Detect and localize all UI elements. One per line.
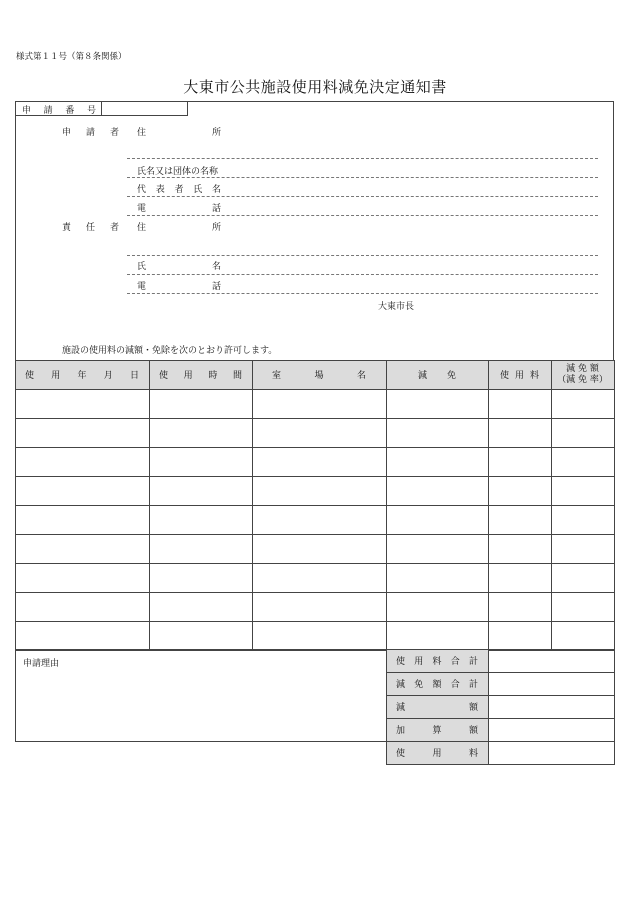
summary-column-rule [614,649,615,765]
summary-label-char: 額 [432,680,442,690]
table-column-rule [15,360,16,651]
applicant-phone-line [127,215,598,216]
table-cell[interactable] [151,478,251,504]
table-column-rule [551,360,552,651]
table-cell[interactable] [490,594,550,620]
table-cell[interactable] [490,565,550,591]
table-header-line: 減 免 額 [566,363,599,374]
table-cell[interactable] [151,594,251,620]
table-cell[interactable] [490,391,550,417]
summary-label-char: 合 [450,657,460,667]
responsible-section-label: 責 任 者 [62,223,119,233]
table-header-line: （減 免 率） [557,374,608,385]
table-header-char: 免 [446,371,456,381]
applicant-rep-name-line [127,196,598,197]
table-header-char: 間 [232,371,242,381]
table-cell[interactable] [254,623,385,649]
table-cell[interactable] [553,478,613,504]
table-row-rule [15,389,615,390]
table-cell[interactable] [388,420,487,446]
table-cell[interactable] [388,478,487,504]
application-number-field[interactable] [102,102,187,115]
table-cell[interactable] [17,391,148,417]
table-header-cell [488,360,551,389]
summary-row-rule [386,741,615,742]
responsible-address-line [127,255,598,256]
table-row-rule [15,563,615,564]
table-header-char: 使 [25,371,35,381]
table-cell[interactable] [254,478,385,504]
summary-label-char: 額 [468,703,478,713]
summary-row-rule [386,695,615,696]
table-cell[interactable] [553,623,613,649]
summary-label [396,741,478,764]
table-cell[interactable] [151,536,251,562]
table-cell[interactable] [254,420,385,446]
table-header-char: 使 [159,371,169,381]
responsible-name-field[interactable] [228,257,598,273]
table-cell[interactable] [151,391,251,417]
table-header-char: 年 [77,371,87,381]
summary-value-field[interactable] [490,651,613,671]
table-column-rule [614,360,615,651]
summary-label [396,718,478,741]
summary-value-field[interactable] [490,720,613,740]
table-cell[interactable] [17,478,148,504]
applicant-address-label: 住 所 [137,128,221,138]
reason-label: 申請理由 [23,659,60,669]
table-row-rule [15,360,615,361]
table-header-char: 場 [314,371,324,381]
summary-label [396,695,478,718]
responsible-phone-line [127,293,598,294]
table-cell[interactable] [388,565,487,591]
summary-value-field[interactable] [490,674,613,694]
table-cell[interactable] [553,420,613,446]
table-cell[interactable] [388,507,487,533]
table-header-cell [15,360,149,389]
table-cell[interactable] [151,507,251,533]
responsible-phone-label: 電 話 [137,282,221,292]
summary-column-rule [386,649,387,765]
table-row-rule [15,505,615,506]
table-cell[interactable] [490,507,550,533]
application-number-label: 申 請 番 号 [22,106,96,116]
table-row-rule [15,476,615,477]
responsible-address-label: 住 所 [137,223,221,233]
summary-row-rule [386,718,615,719]
table-header-char: 用 [183,371,193,381]
applicant-section-label: 申 請 者 [62,128,119,138]
table-column-rule [488,360,489,651]
table-header-char: 用 [51,371,61,381]
applicant-org-name-label: 氏名又は団体の名称 [137,167,219,177]
responsible-address-field[interactable] [228,217,598,254]
table-cell[interactable] [490,478,550,504]
table-header-char: 室 [272,371,282,381]
table-header-char: 名 [356,371,366,381]
table-cell[interactable] [388,449,487,475]
responsible-name-line [127,274,598,275]
summary-label [396,649,478,672]
table-row-rule [15,534,615,535]
table-cell[interactable] [254,391,385,417]
summary-label-char: 料 [468,749,478,759]
table-cell[interactable] [17,507,148,533]
table-cell[interactable] [254,449,385,475]
table-cell[interactable] [17,449,148,475]
summary-label-char: 計 [468,680,478,690]
summary-label-char: 料 [432,657,442,667]
table-cell[interactable] [17,420,148,446]
table-header-char: 使 [500,371,510,381]
table-cell[interactable] [17,536,148,562]
summary-row-rule [386,672,615,673]
table-cell[interactable] [553,594,613,620]
table-cell[interactable] [490,420,550,446]
summary-row-rule [386,649,615,650]
summary-label-char: 合 [450,680,460,690]
summary-label-char: 使 [396,749,406,759]
summary-label-char: 用 [432,749,442,759]
applicant-address-line [127,158,598,159]
table-cell[interactable] [254,565,385,591]
table-cell[interactable] [388,391,487,417]
table-row-rule [15,418,615,419]
table-cell[interactable] [553,507,613,533]
summary-label-char: 使 [396,657,406,667]
table-cell[interactable] [17,623,148,649]
table-row-rule [15,592,615,593]
table-column-rule [149,360,150,651]
table-cell[interactable] [254,536,385,562]
table-cell[interactable] [17,594,148,620]
table-cell[interactable] [490,623,550,649]
table-cell[interactable] [151,623,251,649]
summary-label-char: 加 [396,726,406,736]
table-header-cell [252,360,386,389]
applicant-phone-label: 電 話 [137,204,221,214]
table-header-cell [149,360,252,389]
summary-label-char: 免 [414,680,424,690]
table-header-char: 減 [418,371,428,381]
summary-value-field[interactable] [490,697,613,717]
table-header-char: 用 [514,371,524,381]
table-row-rule [15,447,615,448]
table-header-cell [386,360,488,389]
table-cell[interactable] [490,449,550,475]
table-row-rule [15,621,615,622]
form-id: 様式第１１号（第８条関係） [16,52,127,62]
table-header-cell [551,360,614,389]
table-cell[interactable] [254,507,385,533]
table-cell[interactable] [490,536,550,562]
summary-column-rule [488,649,489,765]
table-cell[interactable] [388,594,487,620]
applicant-rep-name-field[interactable] [228,179,598,195]
summary-label-char: 用 [414,657,424,667]
applicant-address-field[interactable] [228,120,598,157]
summary-label-char: 減 [396,703,406,713]
responsible-phone-field[interactable] [228,276,598,292]
responsible-name-label: 氏 名 [137,262,221,272]
page-title: 大東市公共施設使用料減免決定通知書 [183,78,447,96]
issuer-name: 大東市長 [378,302,415,312]
table-header-char: 料 [529,371,539,381]
summary-label [396,672,478,695]
applicant-org-name-field[interactable] [228,160,598,176]
table-cell[interactable] [553,391,613,417]
table-cell[interactable] [151,565,251,591]
table-header-char: 日 [129,371,139,381]
table-column-rule [386,360,387,651]
applicant-org-name-line [127,177,598,178]
table-cell[interactable] [553,536,613,562]
table-header-char: 時 [208,371,218,381]
notice-text: 施設の使用料の減額・免除を次のとおり許可します。 [62,346,278,356]
summary-label-char: 計 [468,657,478,667]
table-cell[interactable] [388,623,487,649]
summary-label-char: 算 [432,726,442,736]
table-cell[interactable] [254,594,385,620]
table-cell[interactable] [17,565,148,591]
table-header-char: 月 [103,371,113,381]
table-column-rule [252,360,253,651]
applicant-rep-name-label: 代 表 者 氏 名 [137,185,221,195]
table-cell[interactable] [151,449,251,475]
summary-label-char: 減 [396,680,406,690]
table-cell[interactable] [553,565,613,591]
reason-field[interactable] [20,670,382,738]
applicant-phone-field[interactable] [228,198,598,214]
table-cell[interactable] [151,420,251,446]
table-cell[interactable] [553,449,613,475]
summary-value-field[interactable] [490,743,613,763]
summary-label-char: 額 [468,726,478,736]
summary-row-rule [386,764,615,765]
table-cell[interactable] [388,536,487,562]
